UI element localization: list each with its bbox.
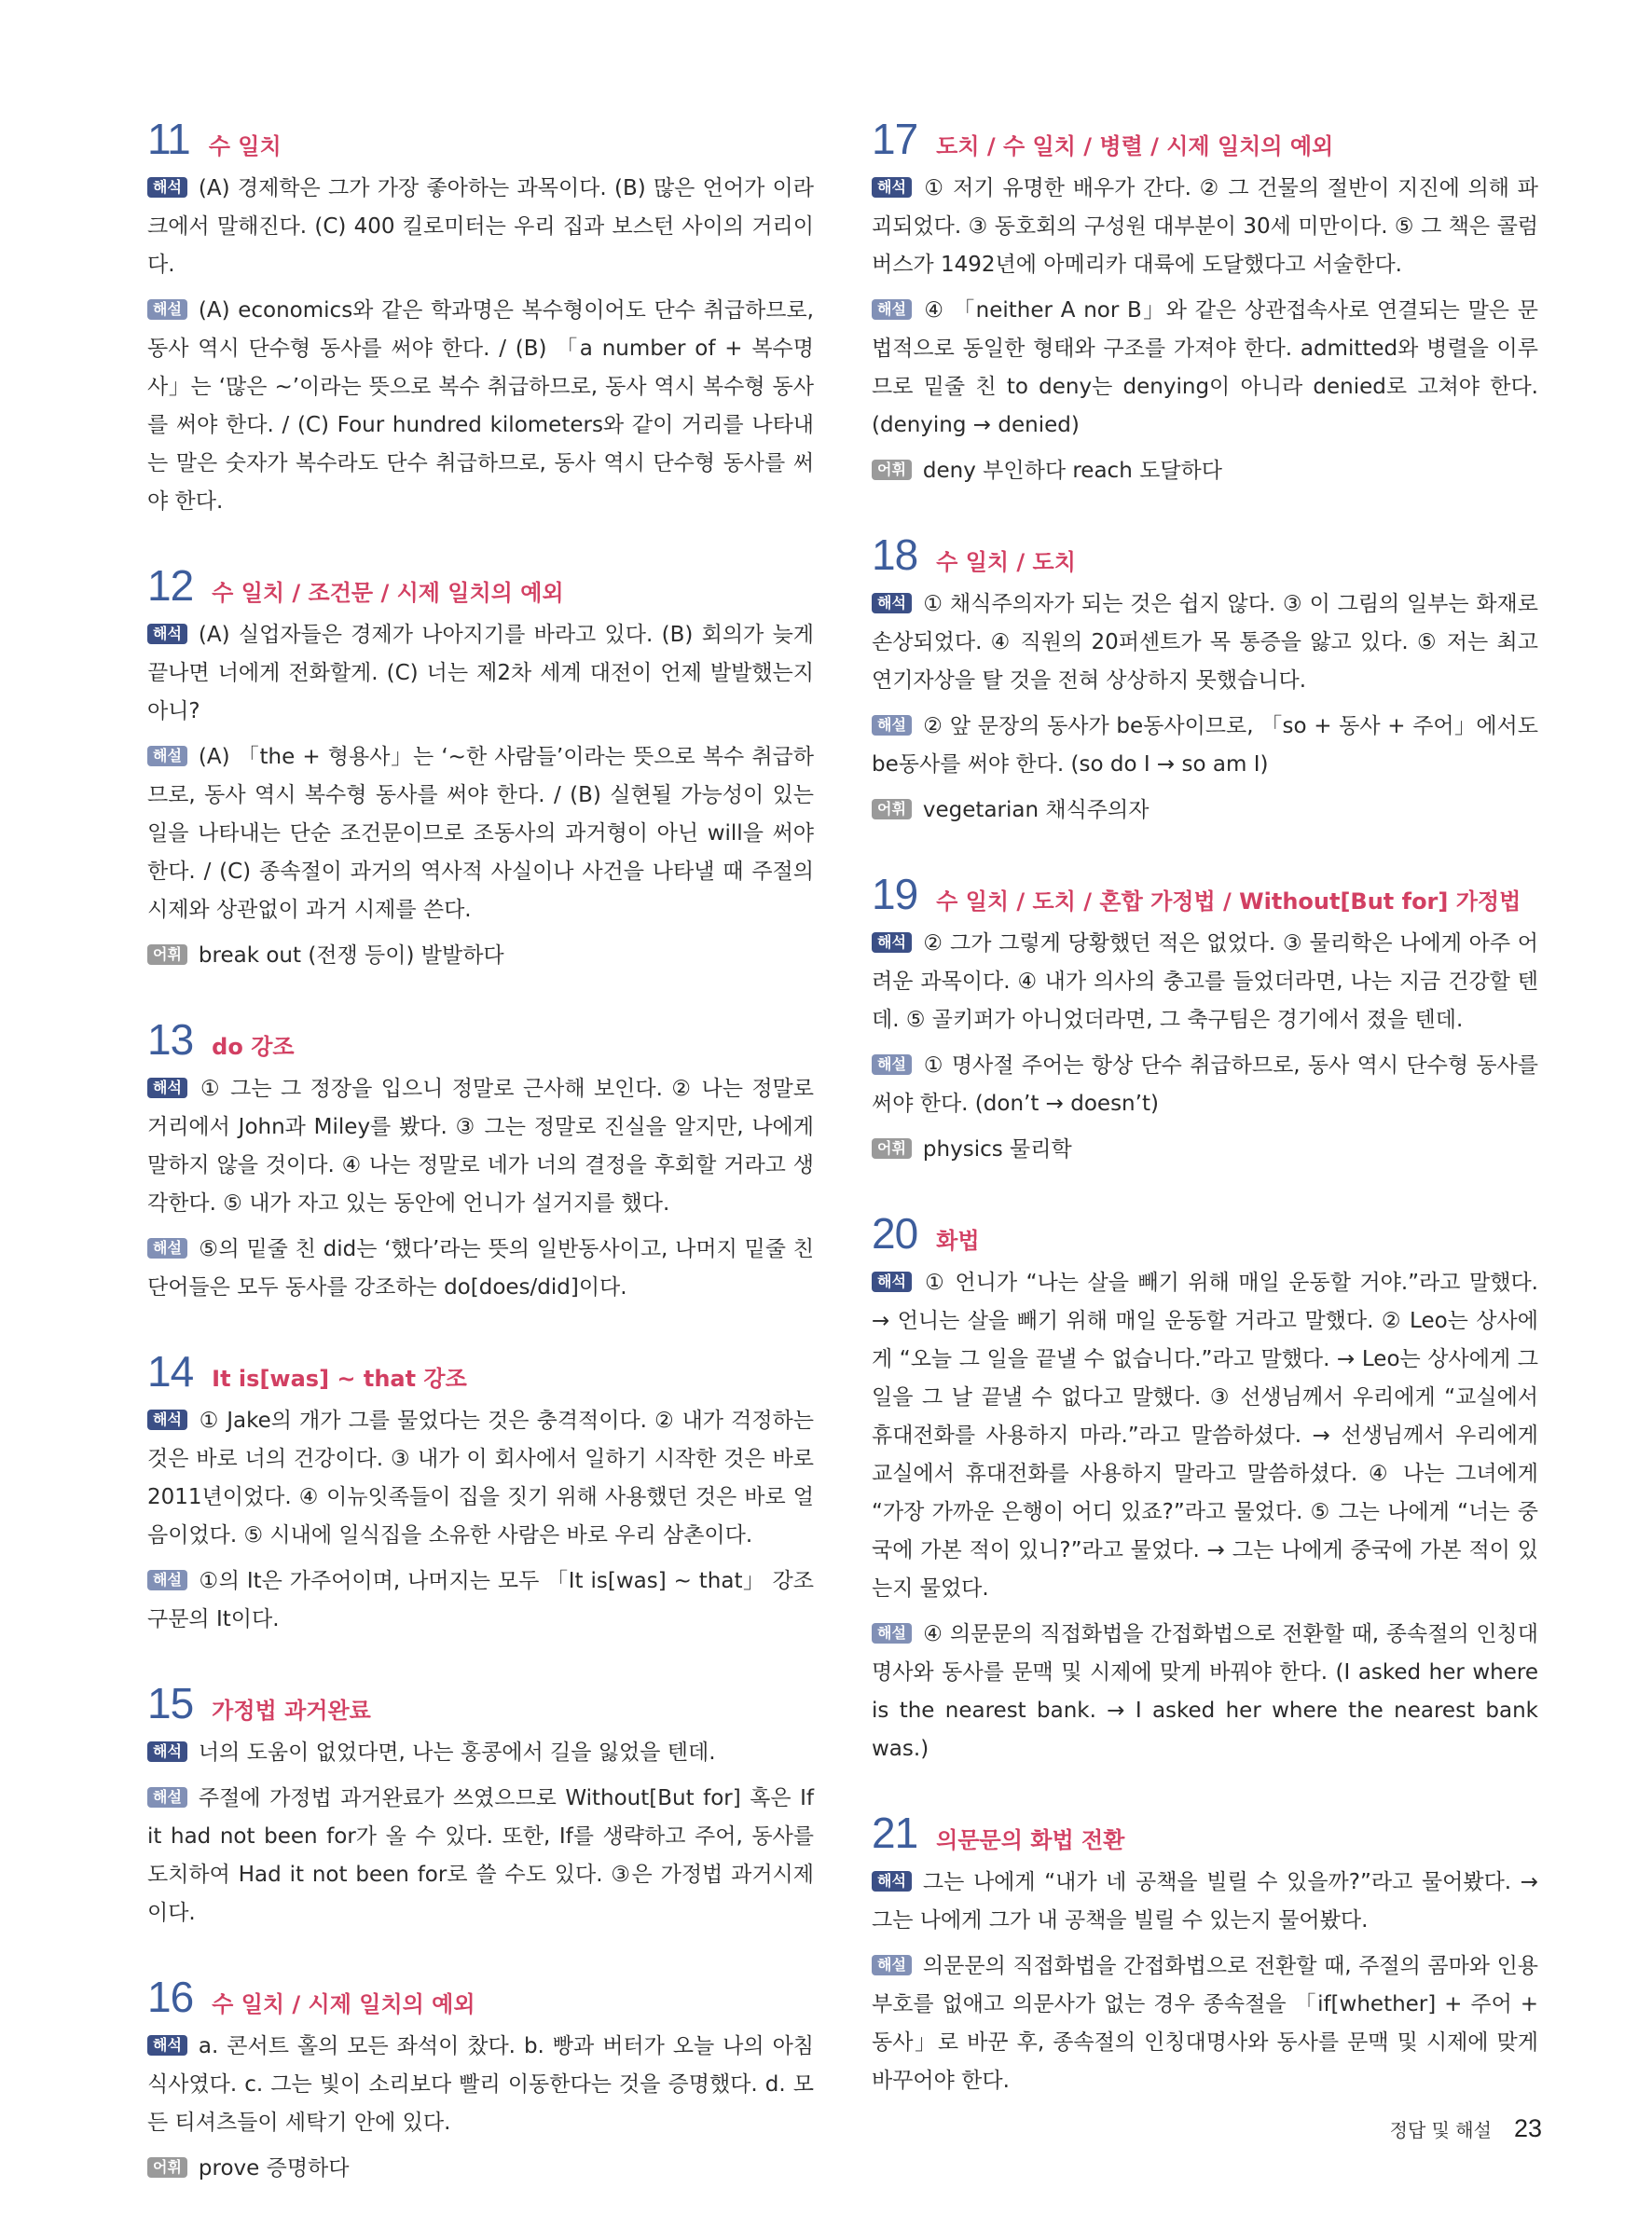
question-number: 18 [872, 530, 918, 579]
footer-label: 정답 및 해설 [1389, 2119, 1492, 2141]
question-number: 17 [872, 115, 918, 163]
grammar-topic: 수 일치 [208, 133, 282, 159]
explanation-paragraph [872, 925, 1538, 1039]
section-heading [147, 562, 814, 609]
section-heading [872, 871, 1538, 917]
label-badge: 해설 [872, 715, 912, 736]
label-badge: 해설 [872, 299, 912, 320]
label-badge: 해석 [147, 2035, 187, 2056]
paragraph-text: 너의 도움이 없었다면, 나는 홍콩에서 길을 잃었을 텐데. [198, 1741, 716, 1765]
question-number: 13 [147, 1015, 194, 1064]
label-badge: 해석 [872, 177, 912, 198]
answer-section-21 [872, 1809, 1538, 2100]
grammar-topic: do 강조 [212, 1034, 295, 1060]
explanation-paragraph [872, 1047, 1538, 1123]
explanation-paragraph [872, 452, 1538, 490]
paragraph-text: ⑤의 밑줄 친 did는 ‘했다’라는 뜻의 일반동사이고, 나머지 밑줄 친 단어들은 모두 동사를 강조하는 do[does/did]이다. [147, 1237, 814, 1300]
label-badge: 해석 [147, 1741, 187, 1762]
label-badge: 어휘 [872, 799, 912, 819]
label-badge: 어휘 [872, 460, 912, 480]
paragraph-text: ① 그는 그 정장을 입으니 정말로 근사해 보인다. ② 나는 정말로 거리에서 John과 Miley를 봤다. ③ 그는 정말로 진실을 알지만, 나에게 말하지 않을 것이다. ④ 나는 정말로 네가 너의 결정을 후회할 거라고 생각한다. ⑤ 내가 자고 있는 동안에 언니가 설거지를 했다. [147, 1077, 814, 1216]
answer-section-20 [872, 1210, 1538, 1768]
label-badge: 해석 [872, 932, 912, 953]
question-number: 12 [147, 561, 194, 610]
paragraph-text: ①의 It은 가주어이며, 나머지는 모두 「It is[was] ~ that」 강조 구문의 It이다. [147, 1569, 814, 1631]
label-badge: 해석 [147, 177, 187, 198]
explanation-paragraph [872, 1864, 1538, 1940]
question-number: 21 [872, 1809, 918, 1857]
section-heading [872, 1210, 1538, 1257]
section-heading [147, 1680, 814, 1727]
paragraph-text: 주절에 가정법 과거완료가 쓰였으므로 Without[But for] 혹은 If it had not been for가 올 수 있다. 또한, If를 생략하고 주어, 동사를 도치하여 Had it not been for로 쓸 수도 있다. ③은 가정법 과거시제이다. [147, 1786, 814, 1925]
explanation-paragraph [147, 2028, 814, 2142]
explanation-paragraph [147, 170, 814, 284]
answer-section-17 [872, 116, 1538, 490]
paragraph-text: ② 그가 그렇게 당황했던 적은 없었다. ③ 물리학은 나에게 아주 어려운 과목이다. ④ 내가 의사의 충고를 들었더라면, 나는 지금 건강할 텐데. ⑤ 골키퍼가 아니었더라면, 그 축구팀은 경기에서 졌을 텐데. [872, 931, 1538, 1032]
label-badge: 해설 [872, 1054, 912, 1075]
grammar-topic: 수 일치 / 시제 일치의 예외 [212, 1991, 475, 2017]
question-number: 16 [147, 1973, 194, 2021]
answer-section-13 [147, 1016, 814, 1307]
label-badge: 해설 [147, 299, 187, 320]
grammar-topic: 화법 [936, 1228, 980, 1254]
explanation-paragraph [147, 292, 814, 521]
section-heading [147, 116, 814, 162]
label-badge: 어휘 [872, 1138, 912, 1159]
explanation-paragraph [147, 1562, 814, 1639]
label-badge: 해설 [147, 1787, 187, 1808]
label-badge: 해설 [147, 1238, 187, 1259]
paragraph-text: ④ 의문문의 직접화법을 간접화법으로 전환할 때, 종속절의 인칭대명사와 동사를 문맥 및 시제에 맞게 바꿔야 한다. (I asked her where is the nearest bank. → I asked her where the nearest bank was.) [872, 1622, 1538, 1761]
paragraph-text: a. 콘서트 홀의 모든 좌석이 찼다. b. 빵과 버터가 오늘 나의 아침식사였다. c. 그는 빛이 소리보다 빨리 이동한다는 것을 증명했다. d. 모든 티셔츠들이 세탁기 안에 있다. [147, 2034, 814, 2135]
question-number: 11 [147, 115, 190, 163]
paragraph-text: ① 명사절 주어는 항상 단수 취급하므로, 동사 역시 단수형 동사를 써야 한다. (don’t → doesn’t) [872, 1053, 1538, 1116]
label-badge: 해석 [872, 1272, 912, 1292]
section-heading [872, 531, 1538, 578]
answer-section-15 [147, 1680, 814, 1933]
paragraph-text: ① 저기 유명한 배우가 간다. ② 그 건물의 절반이 지진에 의해 파괴되었다. ③ 동호회의 구성원 대부분이 30세 미만이다. ⑤ 그 책은 콜럼버스가 1492년에 아메리카 대륙에 도달했다고 서술한다. [872, 176, 1538, 277]
paragraph-text: ① 채식주의자가 되는 것은 쉽지 않다. ③ 이 그림의 일부는 화재로 손상되었다. ④ 직원의 20퍼센트가 목 통증을 앓고 있다. ⑤ 저는 최고 연기자상을 탈 것을 전혀 상상하지 못했습니다. [872, 592, 1538, 693]
paragraph-text: vegetarian 채식주의자 [922, 798, 1150, 822]
explanation-paragraph [872, 791, 1538, 830]
label-badge: 해설 [147, 1570, 187, 1590]
paragraph-text: 의문문의 직접화법을 간접화법으로 전환할 때, 주절의 콤마와 인용 부호를 없애고 의문사가 없는 경우 종속절을 「if[whether] + 주어 + 동사」로 바꾼 후, 종속절의 인칭대명사와 동사를 문맥 및 시제에 맞게 바꾸어야 한다. [872, 1954, 1538, 2093]
section-heading [147, 1974, 814, 2020]
question-number: 19 [872, 870, 918, 918]
explanation-paragraph [147, 2150, 814, 2188]
paragraph-text: ② 앞 문장의 동사가 be동사이므로, 「so + 동사 + 주어」에서도 be동사를 써야 한다. (so do I → so am I) [872, 714, 1538, 777]
section-heading [872, 1809, 1538, 1856]
section-heading [147, 1016, 814, 1063]
question-number: 20 [872, 1209, 918, 1258]
page-footer [1390, 2114, 1542, 2143]
explanation-paragraph [872, 1616, 1538, 1768]
paragraph-text: 그는 나에게 “내가 네 공책을 빌릴 수 있을까?”라고 물어봤다. → 그는 나에게 그가 내 공책을 빌릴 수 있는지 물어봤다. [872, 1870, 1538, 1933]
label-badge: 해석 [147, 1078, 187, 1098]
section-heading [147, 1348, 814, 1395]
explanation-paragraph [872, 708, 1538, 784]
explanation-paragraph [147, 1231, 814, 1307]
explanation-paragraph [872, 170, 1538, 284]
paragraph-text: physics 물리학 [922, 1137, 1072, 1162]
explanation-paragraph [147, 1070, 814, 1223]
label-badge: 해석 [872, 593, 912, 613]
label-badge: 어휘 [147, 944, 187, 965]
left-column [147, 116, 814, 2229]
grammar-topic: 의문문의 화법 전환 [936, 1827, 1125, 1853]
label-badge: 해석 [147, 1410, 187, 1430]
answer-section-11 [147, 116, 814, 521]
label-badge: 해설 [872, 1955, 912, 1975]
explanation-paragraph [147, 937, 814, 975]
label-badge: 해석 [147, 624, 187, 644]
explanation-paragraph [147, 738, 814, 929]
answer-section-12 [147, 562, 814, 975]
label-badge: 어휘 [147, 2157, 187, 2178]
grammar-topic: 도치 / 수 일치 / 병렬 / 시제 일치의 예외 [936, 133, 1334, 159]
paragraph-text: break out (전쟁 등이) 발발하다 [198, 943, 504, 968]
label-badge: 해석 [872, 1871, 912, 1892]
explanation-paragraph [147, 1734, 814, 1772]
section-heading [872, 116, 1538, 162]
answer-section-14 [147, 1348, 814, 1639]
paragraph-text: prove 증명하다 [198, 2156, 350, 2181]
answer-section-16 [147, 1974, 814, 2188]
answer-section-18 [872, 531, 1538, 830]
page-number: 23 [1513, 2114, 1542, 2142]
explanation-paragraph [872, 1264, 1538, 1608]
explanation-paragraph [872, 1947, 1538, 2100]
paragraph-text: (A) 「the + 형용사」는 ‘~한 사람들’이라는 뜻으로 복수 취급하므로, 동사 역시 복수형 동사를 써야 한다. / (B) 실현될 가능성이 있는 일을 나타내는 단순 조건문이므로 조동사의 과거형이 아닌 will을 써야 한다. / (C) 종속절이 과거의 역사적 사실이나 사건을 나타낼 때 주절의 시제와 상관없이 과거 시제를 쓴다. [147, 745, 814, 922]
explanation-paragraph [872, 292, 1538, 445]
question-number: 14 [147, 1347, 194, 1396]
grammar-topic: 수 일치 / 도치 / 혼합 가정법 / Without[But for] 가정법 [936, 888, 1521, 915]
grammar-topic: 수 일치 / 조건문 / 시제 일치의 예외 [212, 580, 564, 606]
explanation-paragraph [872, 1131, 1538, 1169]
answer-section-19 [872, 871, 1538, 1169]
explanation-paragraph [147, 1780, 814, 1933]
grammar-topic: 수 일치 / 도치 [936, 549, 1076, 575]
right-column [872, 116, 1538, 2141]
paragraph-text: ① Jake의 개가 그를 물었다는 것은 충격적이다. ② 내가 걱정하는 것은 바로 너의 건강이다. ③ 내가 이 회사에서 일하기 시작한 것은 바로 2011년이었다. ④ 이뉴잇족들이 집을 짓기 위해 사용했던 것은 바로 얼음이었다. ⑤ 시내에 일식집을 소유한 사람은 바로 우리 삼촌이다. [147, 1409, 814, 1548]
paragraph-text: ① 언니가 “나는 살을 빼기 위해 매일 운동할 거야.”라고 말했다. → 언니는 살을 빼기 위해 매일 운동할 거라고 말했다. ② Leo는 상사에게 “오늘 그 일을 끝낼 수 없습니다.”라고 말했다. → Leo는 상사에게 그 일을 그 날 끝낼 수 없다고 말했다. ③ 선생님께서 우리에게 “교실에서 휴대전화를 사용하지 마라.”라고 말씀하셨다. → 선생님께서 우리에게 교실에서 휴대전화를 사용하지 말라고 말씀하셨다. ④ 나는 그녀에게 “가장 가까운 은행이 어디 있죠?”라고 물었다. ⑤ 그는 나에게 “너는 중국에 가본 적이 있니?”라고 물었다. → 그는 나에게 중국에 가본 적이 있는지 물었다. [872, 1271, 1538, 1601]
explanation-paragraph [147, 1402, 814, 1555]
paragraph-text: deny 부인하다 reach 도달하다 [922, 459, 1222, 483]
label-badge: 해설 [147, 746, 187, 766]
question-number: 15 [147, 1679, 194, 1727]
paragraph-text: ④ 「neither A nor B」와 같은 상관접속사로 연결되는 말은 문법적으로 동일한 형태와 구조를 가져야 한다. admitted와 병렬을 이루므로 밑줄 친 to deny는 denying이 아니라 denied로 고쳐야 한다. (denying → denied) [872, 298, 1538, 437]
explanation-paragraph [147, 616, 814, 731]
grammar-topic: 가정법 과거완료 [212, 1698, 371, 1724]
label-badge: 해설 [872, 1623, 912, 1644]
paragraph-text: (A) 경제학은 그가 가장 좋아하는 과목이다. (B) 많은 언어가 이라크에서 말해진다. (C) 400 킬로미터는 우리 집과 보스턴 사이의 거리이다. [147, 176, 814, 277]
paragraph-text: (A) 실업자들은 경제가 나아지기를 바라고 있다. (B) 회의가 늦게 끝나면 너에게 전화할게. (C) 너는 제2차 세계 대전이 언제 발발했는지 아니? [147, 623, 814, 723]
paragraph-text: (A) economics와 같은 학과명은 복수형이어도 단수 취급하므로, 동사 역시 단수형 동사를 써야 한다. / (B) 「a number of + 복수명사」는 ‘많은 ~’이라는 뜻으로 복수 취급하므로, 동사 역시 복수형 동사를 써야 한다. / (C) Four hundred kilometers와 같이 거리를 나타내는 말은 숫자가 복수라도 단수 취급하므로, 동사 역시 단수형 동사를 써야 한다. [147, 298, 814, 514]
explanation-paragraph [872, 585, 1538, 700]
grammar-topic: It is[was] ~ that 강조 [212, 1366, 467, 1392]
